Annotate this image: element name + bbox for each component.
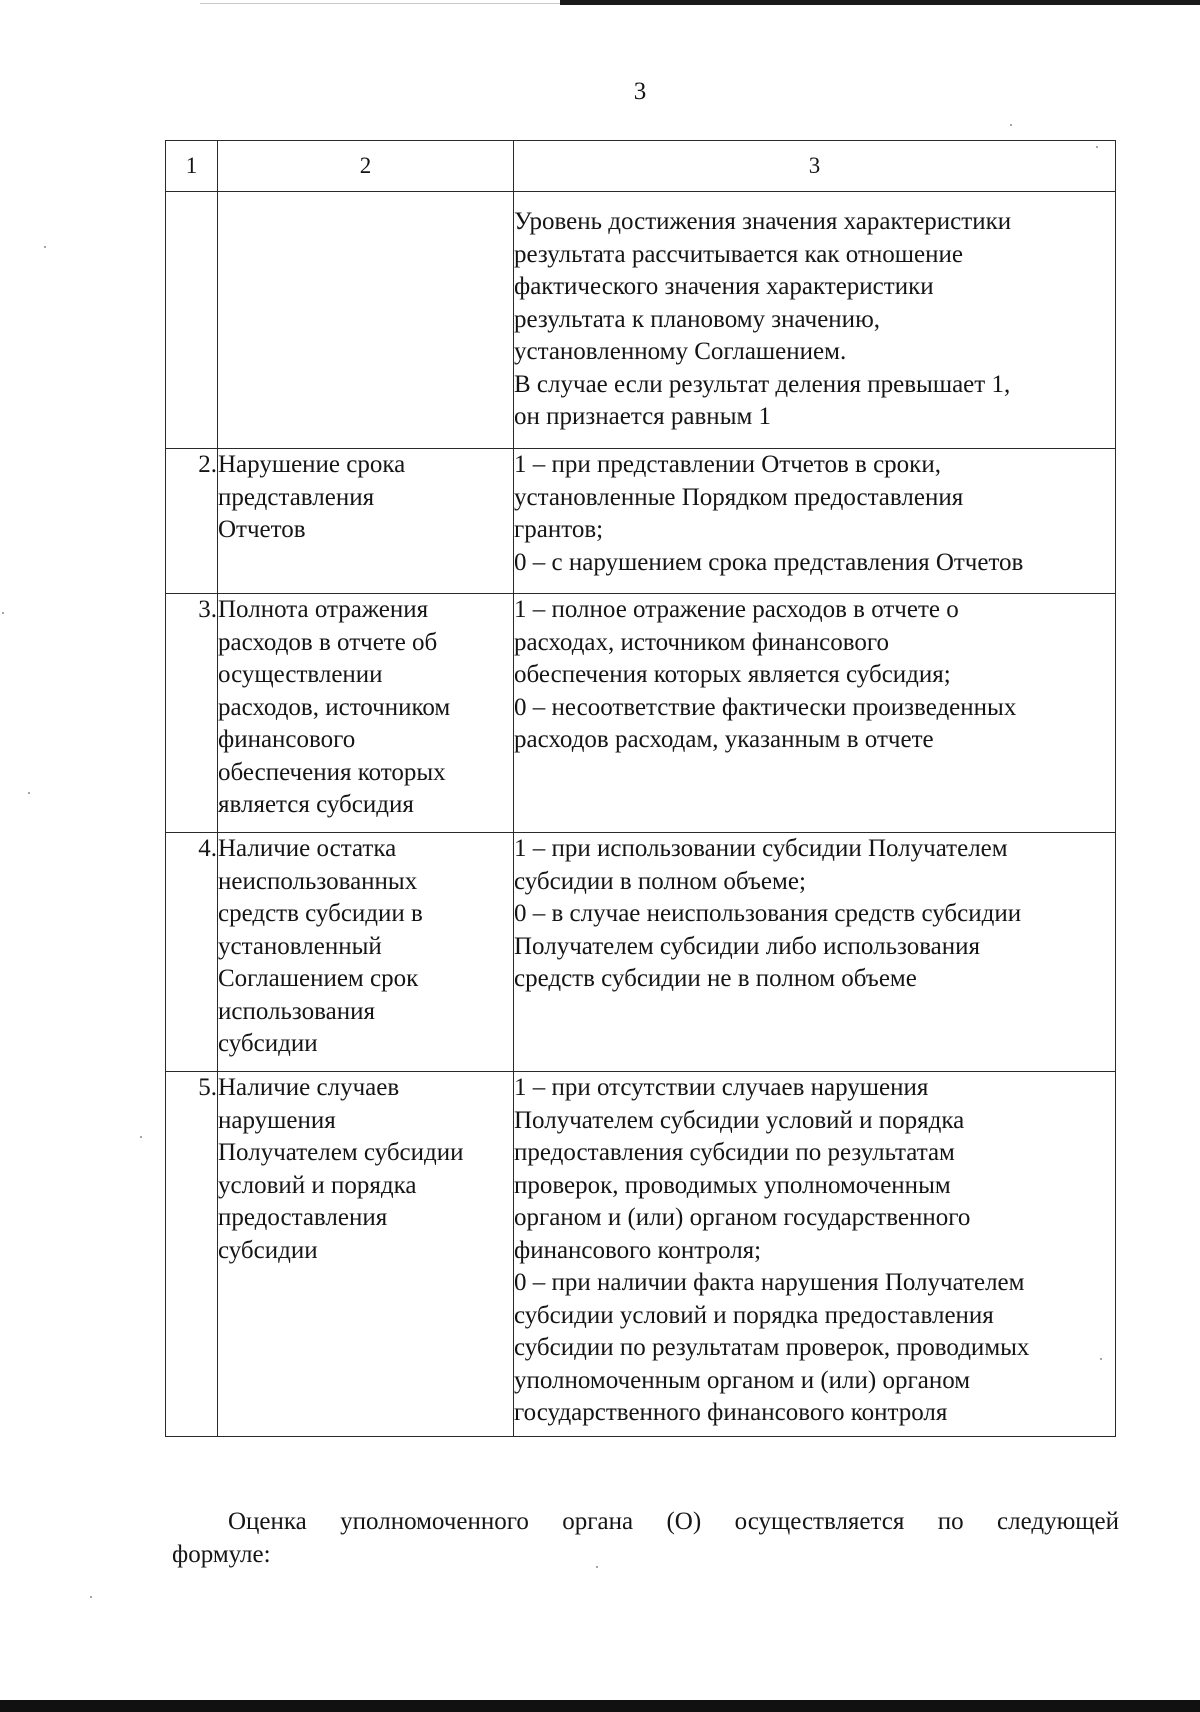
criterion-scoring-line: установленному Соглашением. — [514, 338, 847, 365]
criterion-scoring-line: обеспечения которых является субсидия; — [514, 661, 951, 688]
criterion-scoring-line: грантов; — [514, 516, 604, 543]
criterion-scoring-line: субсидии в полном объеме; — [514, 867, 806, 895]
criterion-name-line: Нарушение срока — [218, 451, 406, 478]
scan-speck — [1096, 146, 1098, 148]
criterion-scoring-line: 0 – в случае неиспользования средств субсидии — [514, 900, 1022, 927]
criterion-number: 5. — [166, 1072, 218, 1437]
criterion-name — [218, 449, 514, 594]
criterion-number: 4. — [166, 833, 218, 1072]
criterion-name-line: Полнота отражения — [218, 596, 429, 623]
criterion-scoring-line: В случае если результат деления превышает 1, — [514, 370, 1011, 398]
criterion-scoring-line: расходов расходам, указанным в отчете — [514, 726, 934, 753]
criterion-name-line: является субсидия — [218, 791, 414, 818]
criterion-name — [218, 192, 514, 449]
criterion-name-line: использования — [218, 997, 375, 1025]
criterion-scoring-line: проверок, проводимых уполномоченным — [514, 1171, 951, 1199]
criterion-scoring — [514, 449, 1116, 594]
scan-speck — [2, 612, 4, 614]
criterion-scoring-line: субсидии по результатам проверок, проводимых — [514, 1334, 1030, 1361]
criterion-scoring-line: Получателем субсидии условий и порядка — [514, 1106, 965, 1134]
formula-intro-paragraph — [172, 1505, 1119, 1571]
criterion-scoring-line: результата к плановому значению, — [514, 305, 880, 333]
formula-intro-line-1: Оценка уполномоченного органа (О) осуществляется по следующей — [228, 1508, 1119, 1535]
criterion-name-line: Получателем субсидии — [218, 1139, 464, 1166]
criterion-name-line: предоставления — [218, 1204, 388, 1231]
page-number: 3 — [633, 78, 647, 105]
criterion-name — [218, 594, 514, 833]
criterion-name-line: субсидии — [218, 1236, 318, 1264]
scan-speck — [44, 246, 46, 248]
criterion-scoring-line: 0 – с нарушением срока представления Отчетов — [514, 548, 1024, 576]
criterion-scoring-line: государственного финансового контроля — [514, 1399, 948, 1426]
criterion-scoring — [514, 192, 1116, 449]
criterion-scoring-line: органом и (или) органом государственного — [514, 1204, 971, 1231]
criterion-scoring-line: 1 – при использовании субсидии Получателем — [514, 835, 1008, 862]
scan-speck — [140, 1136, 142, 1138]
criterion-number — [166, 192, 218, 449]
criterion-scoring-line: фактического значения характеристики — [514, 273, 934, 300]
scan-speck — [1100, 1358, 1102, 1360]
table-row — [166, 594, 1116, 833]
criterion-name — [218, 833, 514, 1072]
criterion-scoring-line: расходах, источником финансового — [514, 628, 890, 656]
criterion-name-line: финансового — [218, 726, 356, 753]
criterion-scoring-line: результата рассчитывается как отношение — [514, 240, 963, 268]
scan-edge-top-faint — [200, 3, 560, 4]
criterion-scoring-line: Уровень достижения значения характеристики — [514, 208, 1012, 235]
criterion-scoring — [514, 1072, 1116, 1437]
criteria-table — [165, 140, 1116, 1437]
scan-speck — [90, 1596, 92, 1598]
column-header-2: 2 — [218, 141, 514, 192]
table-header-row — [166, 141, 1116, 192]
column-header-1: 1 — [166, 141, 218, 192]
criterion-name-line: средств субсидии в — [218, 900, 423, 927]
criterion-scoring-line: 0 – несоответствие фактически произведенных — [514, 693, 1017, 721]
criterion-name-line: Наличие остатка — [218, 835, 397, 862]
criterion-scoring-line: 1 – полное отражение расходов в отчете о — [514, 596, 959, 623]
criterion-name-line: расходов в отчете об — [218, 628, 438, 656]
criterion-name-line: Наличие случаев — [218, 1074, 400, 1101]
criterion-name-line: представления — [218, 483, 375, 511]
criterion-scoring-line: 0 – при наличии факта нарушения Получателем — [514, 1269, 1025, 1296]
column-header-3: 3 — [514, 141, 1116, 192]
criterion-name-line: осуществлении — [218, 661, 383, 688]
criterion-scoring-line: уполномоченным органом и (или) органом — [514, 1366, 971, 1394]
scan-edge-top — [560, 0, 1200, 5]
criteria-table-body — [166, 192, 1116, 1437]
criterion-name-line: расходов, источником — [218, 693, 451, 721]
criterion-name-line: субсидии — [218, 1030, 318, 1057]
scan-speck — [596, 1566, 598, 1568]
criterion-scoring — [514, 594, 1116, 833]
formula-intro-line-2: формуле: — [172, 1541, 271, 1568]
criterion-name — [218, 1072, 514, 1437]
criterion-scoring-line: средств субсидии не в полном объеме — [514, 965, 917, 992]
criterion-scoring-line: предоставления субсидии по результатам — [514, 1139, 955, 1166]
criterion-scoring-line: финансового контроля; — [514, 1236, 762, 1264]
scan-speck — [28, 792, 30, 794]
criterion-scoring-line: 1 – при представлении Отчетов в сроки, — [514, 451, 941, 478]
table-row — [166, 833, 1116, 1072]
table-row — [166, 192, 1116, 449]
criterion-number: 2. — [166, 449, 218, 594]
criterion-name-line: Отчетов — [218, 516, 306, 543]
criterion-scoring-line: 1 – при отсутствии случаев нарушения — [514, 1074, 929, 1101]
criterion-scoring-line: Получателем субсидии либо использования — [514, 932, 981, 960]
table-row — [166, 1072, 1116, 1437]
scan-edge-bottom — [0, 1700, 1200, 1712]
table-row — [166, 449, 1116, 594]
scan-speck — [1010, 124, 1012, 126]
criterion-name-line: условий и порядка — [218, 1171, 417, 1199]
criterion-scoring — [514, 833, 1116, 1072]
criterion-name-line: неиспользованных — [218, 867, 418, 895]
criterion-name-line: обеспечения которых — [218, 758, 446, 786]
criterion-number: 3. — [166, 594, 218, 833]
criterion-name-line: Соглашением срок — [218, 965, 419, 992]
criterion-name-line: нарушения — [218, 1106, 336, 1134]
criterion-scoring-line: субсидии условий и порядка предоставления — [514, 1301, 994, 1329]
criterion-scoring-line: он признается равным 1 — [514, 403, 772, 430]
criterion-scoring-line: установленные Порядком предоставления — [514, 483, 964, 511]
criterion-name-line: установленный — [218, 932, 382, 960]
